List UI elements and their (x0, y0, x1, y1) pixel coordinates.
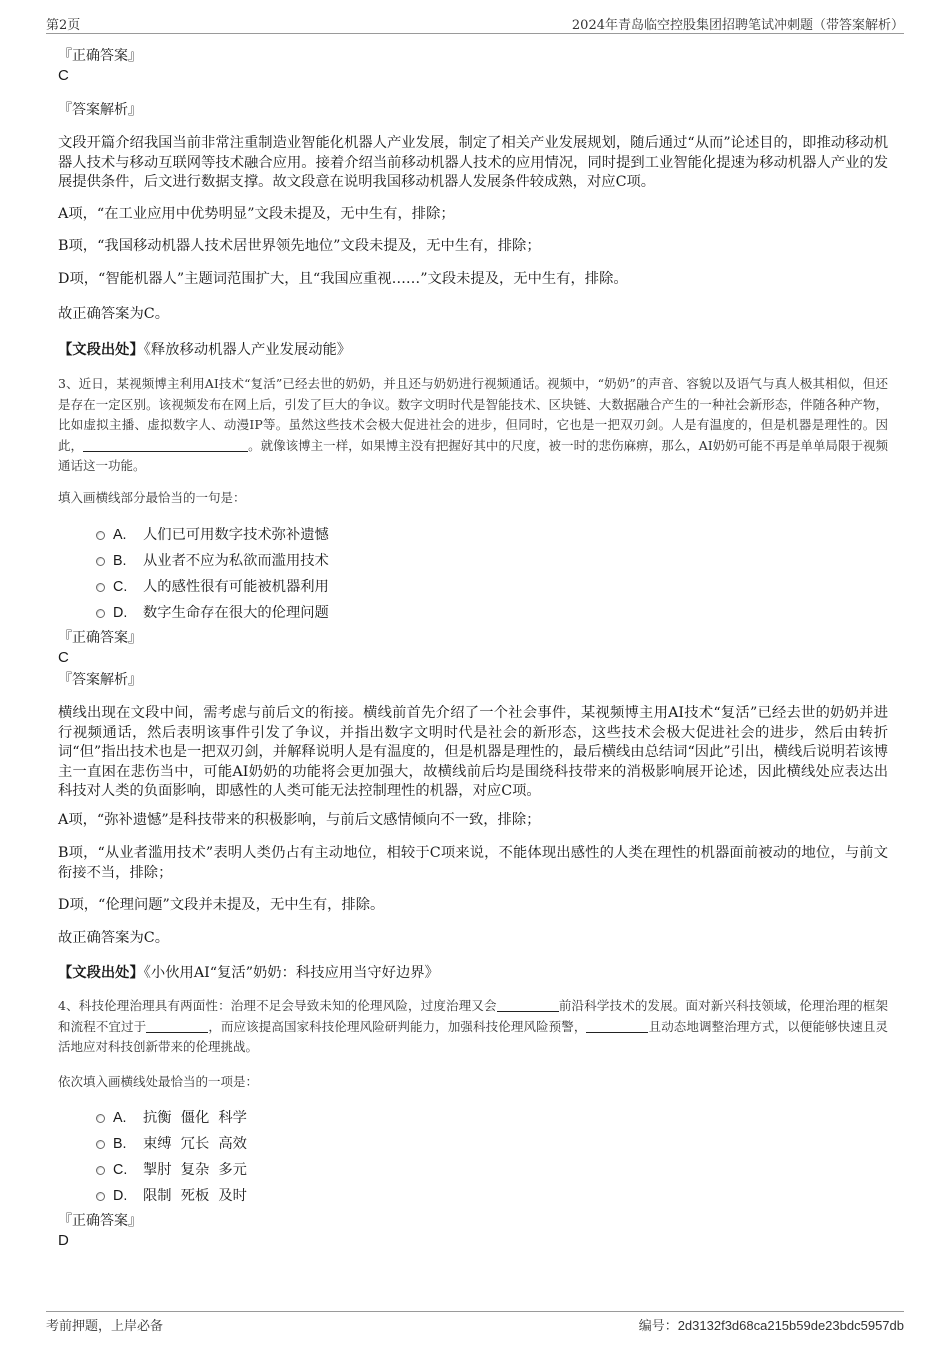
option-b[interactable]: B. 束缚 冗长 高效 (96, 1133, 247, 1153)
analysis-paragraph: D项，“智能机器人”主题词范围扩大，且“我国应重视……”文段未提及，无中生有，排除。 (58, 271, 628, 287)
analysis-paragraph: B项，“我国移动机器人技术居世界领先地位”文段未提及，无中生有，排除； (58, 238, 541, 254)
source-citation (58, 962, 439, 982)
radio-icon[interactable] (96, 1114, 105, 1123)
answer-blank (83, 439, 248, 452)
question-prompt: 填入画横线部分最恰当的一句是： (58, 490, 246, 505)
source-title: 《小伙用AI“复活”奶奶：科技应用当守好边界》 (143, 965, 439, 981)
analysis-label: 『答案解析』 (58, 102, 142, 118)
correct-answer: C (58, 67, 69, 84)
option-d[interactable]: D. 限制 死板 及时 (96, 1185, 247, 1205)
source-label: 【文段出处】 (58, 965, 144, 981)
answer-blank (586, 1020, 648, 1033)
source-label: 【文段出处】 (58, 342, 144, 358)
option-d[interactable]: D. 数字生命存在很大的伦理问题 (96, 602, 329, 622)
analysis-paragraph: D项，“伦理问题”文段并未提及，无中生有，排除。 (58, 897, 385, 913)
footer-slogan: 考前押题，上岸必备 (46, 1319, 164, 1334)
radio-icon[interactable] (96, 1166, 105, 1175)
radio-icon[interactable] (96, 583, 105, 592)
analysis-paragraph: A项，“弥补遗憾”是科技带来的积极影响，与前后文感情倾向不一致，排除； (58, 812, 541, 828)
source-citation (58, 339, 351, 359)
analysis-paragraph: B项，“从业者滥用技术”表明人类仍占有主动地位，相较于C项来说，不能体现出感性的人类在理性的机器面前被动的地位，与前文衔接不当，排除； (58, 845, 888, 881)
radio-icon[interactable] (96, 531, 105, 540)
correct-answer: D (58, 1232, 69, 1249)
option-b[interactable]: B. 从业者不应为私欲而滥用技术 (96, 550, 329, 570)
correct-answer: C (58, 649, 69, 666)
document-title: 2024年青岛临空控股集团招聘笔试冲刺题（带答案解析） (571, 18, 904, 33)
page-header (46, 12, 904, 34)
option-a[interactable]: A. 抗衡 僵化 科学 (96, 1107, 247, 1127)
radio-icon[interactable] (96, 557, 105, 566)
question-stem: 4、科技伦理治理具有两面性：治理不足会导致未知的伦理风险，过度治理又会 前沿科学技术的发展。面对新兴科技领域，伦理治理的框架和流程不宜过于 ，而应该提高国家科技伦理风险研判能力，加强科技伦理风险预警， 且动态地调整治理方式，以便能够快速且灵活地应对科技创新带来的伦理挑战。 (58, 998, 888, 1054)
source-title: 《释放移动机器人产业发展动能》 (143, 342, 352, 358)
analysis-paragraph: 故正确答案为C。 (58, 930, 170, 946)
option-c[interactable]: C. 掣肘 复杂 多元 (96, 1159, 247, 1179)
radio-icon[interactable] (96, 609, 105, 618)
radio-icon[interactable] (96, 1140, 105, 1149)
analysis-paragraph: A项，“在工业应用中优势明显”文段未提及，无中生有，排除； (58, 206, 455, 222)
analysis-paragraph: 文段开篇介绍我国当前非常注重制造业智能化机器人产业发展，制定了相关产业发展规划，随后通过“从而”论述目的，即推动移动机器人技术与移动互联网等技术融合应用。接着介绍当前移动机器人技术的应用情况，同时提到工业智能化提速为移动机器人产业的发展提供条件，后文进行数据支撑。故文段意在说明我国移动机器人发展条件较成熟，对应C项。 (58, 135, 888, 190)
option-a[interactable]: A. 人们已可用数字技术弥补遗憾 (96, 524, 329, 544)
radio-icon[interactable] (96, 1192, 105, 1201)
analysis-paragraph: 故正确答案为C。 (58, 306, 170, 322)
analysis-label: 『答案解析』 (58, 672, 142, 688)
question-stem: 3、近日，某视频博主利用AI技术“复活”已经去世的奶奶，并且还与奶奶进行视频通话。视频中，“奶奶”的声音、容貌以及语气与真人极其相似，但还是存在一定区别。该视频发布在网上后，引发了巨大的争议。数字文明时代是智能技术、区块链、大数据融合产生的一种社会新形态，伴随各种产物，比如虚拟主播、虚拟数字人、动漫IP等。虽然这些技术会极大促进社会的进步，但同时，它也是一把双刃剑。人是有温度的，但是机器是理性的。因此， 。就像该博主一样，如果博主没有把握好其中的尺度，被一时的悲伤麻痹，那么，AI奶奶可能不再是单单局限于视频通话这一功能。 (58, 376, 888, 473)
correct-answer-label: 『正确答案』 (58, 48, 142, 64)
correct-answer-label: 『正确答案』 (58, 1213, 142, 1229)
question-prompt: 依次填入画横线处最恰当的一项是： (58, 1074, 259, 1089)
answer-blank (146, 1020, 208, 1033)
correct-answer-label: 『正确答案』 (58, 630, 142, 646)
answer-blank (497, 999, 559, 1012)
page-number: 第2页 (46, 18, 81, 33)
document-code: 编号：2d3132f3d68ca215b59de23bdc5957db (638, 1318, 904, 1333)
option-c[interactable]: C. 人的感性很有可能被机器利用 (96, 576, 329, 596)
analysis-paragraph: 横线出现在文段中间，需考虑与前后文的衔接。横线前首先介绍了一个社会事件，某视频博主用AI技术“复活”已经去世的奶奶并进行视频通话，然后表明该事件引发了争议，并指出数字文明时代是社会的新形态，这些技术会极大促进社会的进步，然后由转折词“但”指出技术也是一把双刃剑，并解释说明人是有温度的，但是机器是理性的，最后横线由总结词“因此”引出，横线后说明若该博主一直困在悲伤当中，可能AI奶奶的功能将会更加强大，故横线前后均是围绕科技带来的消极影响展开论述，因此横线处应表达出科技对人类的负面影响，即感性的人类可能无法控制理性的机器，对应C项。 (58, 705, 888, 799)
page-footer (46, 1311, 904, 1335)
